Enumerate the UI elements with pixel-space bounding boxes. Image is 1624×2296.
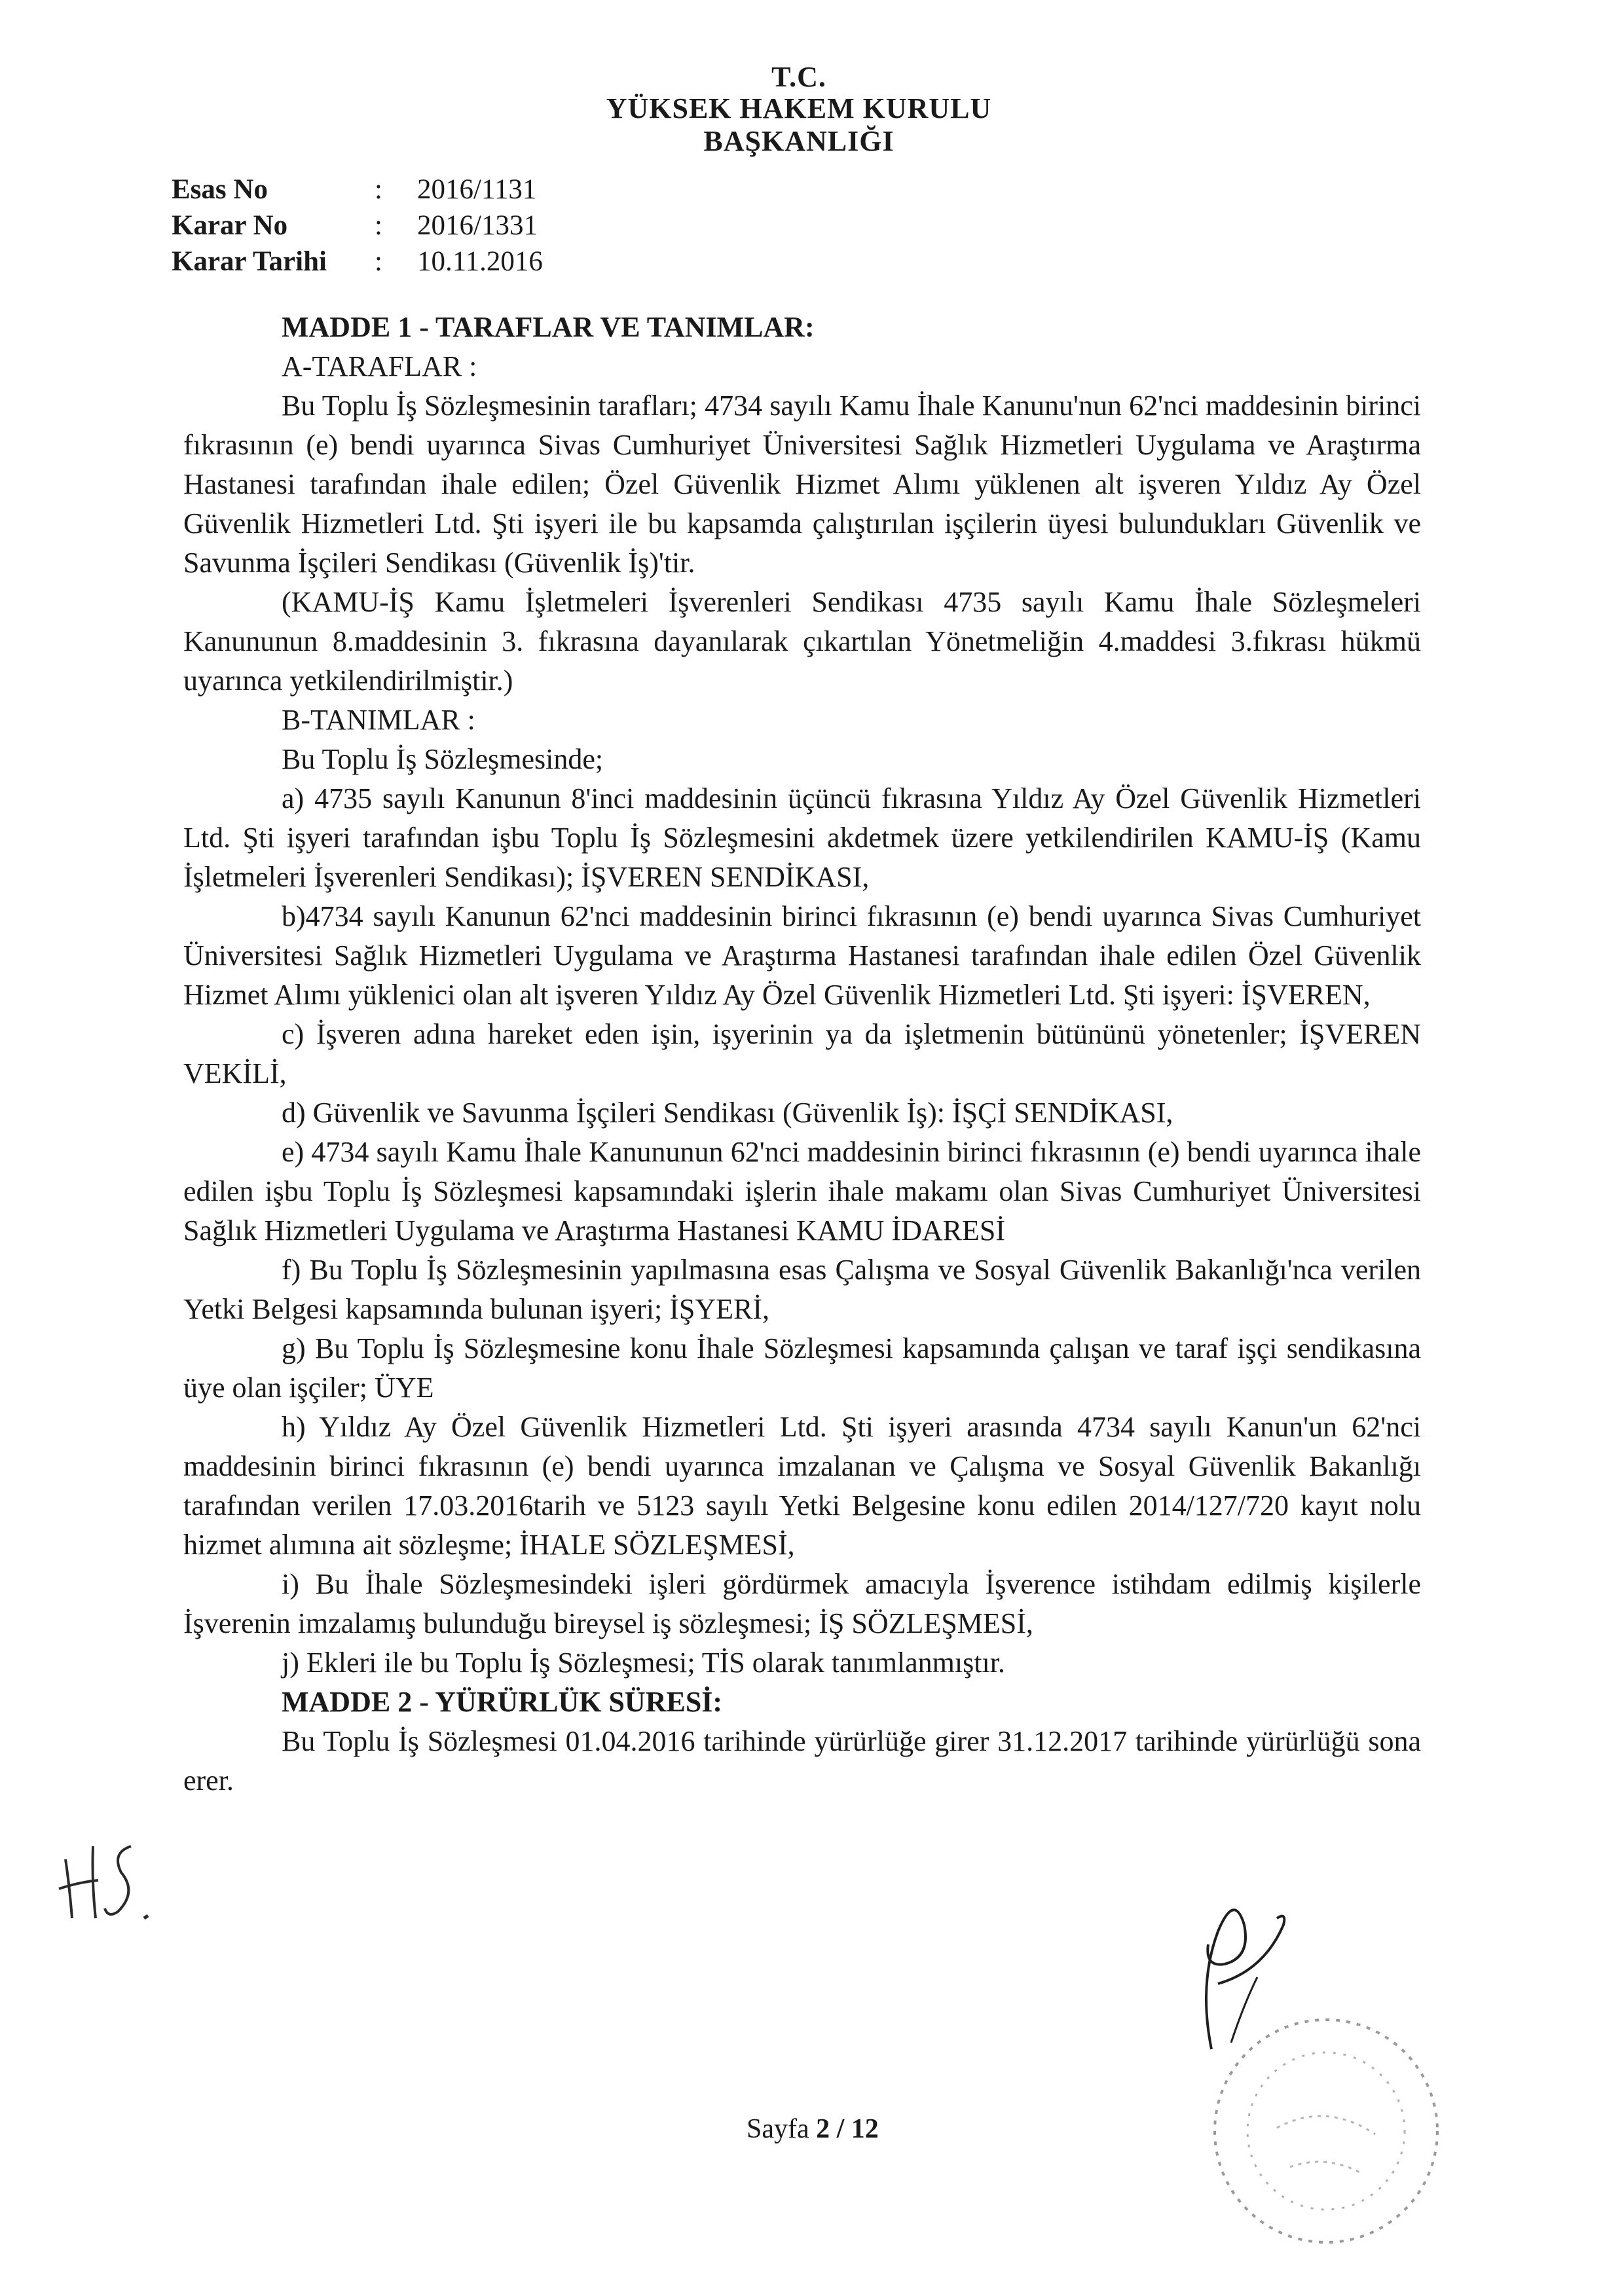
definition-item-j: j) Ekleri ile bu Toplu İş Sözleşmesi; TİS olarak tanımlanmıştır. (282, 1647, 1005, 1679)
case-info-block (172, 172, 543, 280)
definition-item-b: b)4734 sayılı Kanunun 62'nci maddesinin birinci fıkrasının (e) bendi uyarınca Sivas Cumhuriyet Üniversitesi Sağlık Hizmetleri Uygulama ve Araştırma Hastanesi tarafından ihale edilen Özel Güvenlik Hizmet Alımı yüklenici olan alt işveren Yıldız Ay Özel Güvenlik Hizmetleri Ltd. Şti işyeri: İŞVEREN, (183, 900, 1421, 1011)
header-institution: YÜKSEK HAKEM KURULU (606, 92, 992, 124)
case-number-value: 2016/1131 (417, 174, 537, 205)
handwritten-initials (52, 1820, 183, 1931)
document-body (183, 308, 1421, 1800)
case-number-row (172, 172, 543, 208)
header-tc: T.C. (771, 61, 826, 93)
decision-number-label: Karar No (172, 210, 288, 241)
authorization-paragraph: (KAMU-İŞ Kamu İşletmeleri İşverenleri Sendikası 4735 sayılı Kamu İhale Sözleşmeleri Kanununun 8.maddesinin 3. fıkrasına dayanılarak çıkartılan Yönetmeliğin 4.maddesi 3.fıkrası hükmü uyarınca yetkilendirilmiştir.) (183, 586, 1421, 697)
page-footer (747, 2113, 879, 2145)
parties-subheading: A-TARAFLAR : (282, 350, 477, 382)
page-label: Sayfa (747, 2114, 809, 2144)
parties-paragraph: Bu Toplu İş Sözleşmesinin tarafları; 4734 sayılı Kamu İhale Kanunu'nun 62'nci maddesinin birinci fıkrasının (e) bendi uyarınca Sivas Cumhuriyet Üniversitesi Sağlık Hizmetleri Uygulama ve Araştırma Hastanesi tarafından ihale edilen; Özel Güvenlik Hizmet Alımı yüklenen alt işveren Yıldız Ay Özel Güvenlik Hizmetleri Ltd. Şti işyeri ile bu kapsamda çalıştırılan işçilerin üyesi bulundukları Güvenlik ve Savunma İşçileri Sendikası (Güvenlik İş)'tir. (183, 390, 1421, 579)
stamp-seal (1198, 2003, 1454, 2259)
decision-number-value: 2016/1331 (417, 210, 538, 241)
definition-item-c: c) İşveren adına hareket eden işin, işyerinin ya da işletmenin bütününü yönetenler; İŞVEREN VEKİLİ, (183, 1018, 1421, 1089)
case-number-label: Esas No (172, 174, 268, 205)
definition-item-e: e) 4734 sayılı Kamu İhale Kanununun 62'nci maddesinin birinci fıkrasının (e) bendi uyarınca ihale edilen işbu Toplu İş Sözleşmesi kapsamındaki işlerin ihale makamı olan Sivas Cumhuriyet Üniversitesi Sağlık Hizmetleri Uygulama ve Araştırma Hastanesi KAMU İDARESİ (183, 1136, 1421, 1247)
page-number: 2 / 12 (816, 2114, 879, 2144)
article-2-heading: MADDE 2 - YÜRÜRLÜK SÜRESİ: (282, 1686, 723, 1718)
header-presidency: BAŞKANLIĞI (703, 125, 895, 157)
decision-date-value: 10.11.2016 (417, 246, 543, 277)
definition-item-f: f) Bu Toplu İş Sözleşmesinin yapılmasına esas Çalışma ve Sosyal Güvenlik Bakanlığı'nca verilen Yetki Belgesi kapsamında bulunan işyeri; İŞYERİ, (183, 1254, 1421, 1325)
validity-paragraph: Bu Toplu İş Sözleşmesi 01.04.2016 tarihinde yürürlüğe girer 31.12.2017 tarihinde yürürlüğü sona erer. (183, 1725, 1421, 1796)
definition-item-h: h) Yıldız Ay Özel Güvenlik Hizmetleri Ltd. Şti işyeri arasında 4734 sayılı Kanun'un 62'nci maddesinin birinci fıkrasının (e) bendi uyarınca imzalanan ve Çalışma ve Sosyal Güvenlik Bakanlığı tarafından verilen 17.03.2016tarih ve 5123 sayılı Yetki Belgesine konu edilen 2014/127/720 kayıt nolu hizmet alımına ait sözleşme; İHALE SÖZLEŞMESİ, (183, 1411, 1421, 1561)
definitions-intro: Bu Toplu İş Sözleşmesinde; (282, 743, 604, 775)
decision-number-row (172, 208, 543, 244)
definition-item-i: i) Bu İhale Sözleşmesindeki işleri gördürmek amacıyla İşverence istihdam edilmiş kişilerle İşverenin imzalamış bulunduğu bireysel iş sözleşmesi; İŞ SÖZLEŞMESİ, (183, 1568, 1421, 1639)
article-1-heading: MADDE 1 - TARAFLAR VE TANIMLAR: (282, 311, 815, 343)
decision-date-sep: : (375, 246, 382, 277)
definition-item-a: a) 4735 sayılı Kanunun 8'inci maddesinin üçüncü fıkrasına Yıldız Ay Özel Güvenlik Hizmetleri Ltd. Şti işyeri tarafından işbu Toplu İş Sözleşmesini akdetmek üzere yetkilendirilen KAMU-İŞ (Kamu İşletmeleri İşverenleri Sendikası); İŞVEREN SENDİKASI, (183, 782, 1421, 893)
decision-date-label: Karar Tarihi (172, 246, 327, 277)
definitions-subheading: B-TANIMLAR : (282, 704, 475, 736)
case-number-sep: : (375, 174, 382, 205)
definition-item-d: d) Güvenlik ve Savunma İşçileri Sendikası (Güvenlik İş): İŞÇİ SENDİKASI, (282, 1097, 1173, 1129)
decision-date-row (172, 244, 543, 280)
decision-number-sep: : (375, 210, 382, 241)
definition-item-g: g) Bu Toplu İş Sözleşmesine konu İhale Sözleşmesi kapsamında çalışan ve taraf işçi sendikasına üye olan işçiler; ÜYE (183, 1332, 1421, 1404)
